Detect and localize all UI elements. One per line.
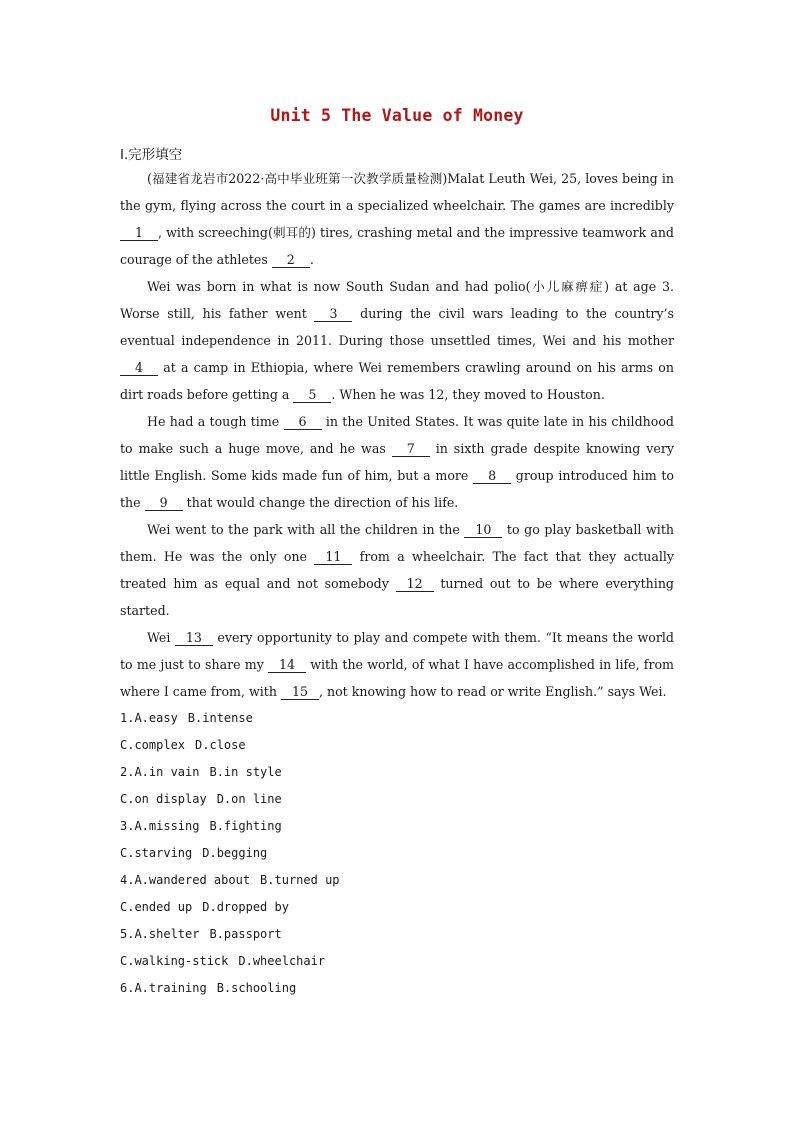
answer-option[interactable]: 5.A.shelter: [120, 927, 200, 941]
passage-text: turned out to be where everything started.: [120, 576, 674, 618]
question-option-line: [120, 813, 674, 840]
answer-blank[interactable]: 5: [293, 387, 331, 403]
answer-blank[interactable]: 11: [314, 549, 352, 565]
question-option-line: [120, 786, 674, 813]
question-option-line: [120, 759, 674, 786]
passage-text: that would change the direction of his life.: [182, 495, 459, 510]
answer-blank[interactable]: 13: [175, 630, 213, 646]
passage-text: (福建省龙岩市2022·高中毕业班第一次教学质量检测)Malat Leuth Wei, 25, loves being in the gym, flying across the court in a specialized wheelchair. The games are incredibly: [120, 171, 674, 213]
answer-option[interactable]: B.passport: [209, 927, 282, 941]
page-title: Unit 5 The Value of Money: [270, 106, 524, 125]
answer-option[interactable]: 2.A.in vain: [120, 765, 200, 779]
passage-text: He had a tough time: [147, 414, 284, 429]
section-label: Ⅰ.完形填空: [120, 147, 183, 163]
passage-text: in the United States. It was quite late in his childhood to make such a huge move, and he was: [120, 414, 674, 456]
passage-text: . When he was 12, they moved to Houston.: [331, 387, 605, 402]
answer-option[interactable]: D.dropped by: [202, 900, 289, 914]
answer-option[interactable]: B.schooling: [216, 981, 297, 995]
answer-option[interactable]: C.starving: [120, 846, 193, 860]
passage-text: to go play basketball with them. He was the only one: [120, 522, 674, 564]
answer-option[interactable]: C.on display: [120, 792, 207, 806]
passage-text: Wei went to the park with all the children in the: [147, 522, 465, 537]
answer-blank[interactable]: 2: [272, 252, 310, 268]
answer-option[interactable]: 6.A.training: [120, 981, 207, 995]
passage-text: during the civil wars leading to the country’s eventual independence in 2011. During those unsettled times, Wei and his mother: [120, 306, 674, 348]
answer-option[interactable]: B.turned up: [260, 873, 340, 887]
question-option-line: [120, 840, 674, 867]
paragraph: [120, 273, 674, 408]
passage-text: Wei was born in what is now South Sudan and had polio(小儿麻痹症) at age 3. Worse still, his father went: [120, 279, 674, 321]
answer-option[interactable]: C.ended up: [120, 900, 193, 914]
answer-blank[interactable]: 14: [268, 657, 306, 673]
question-option-line: [120, 975, 674, 1002]
answer-option[interactable]: D.wheelchair: [238, 954, 326, 968]
question-list: [120, 705, 674, 1002]
answer-option[interactable]: 1.A.easy: [120, 711, 178, 725]
passage-text: .: [309, 252, 314, 267]
answer-blank[interactable]: 12: [396, 576, 434, 592]
question-option-line: [120, 705, 674, 732]
answer-blank[interactable]: 6: [284, 414, 322, 430]
passage: [120, 165, 674, 705]
answer-option[interactable]: B.fighting: [209, 819, 282, 833]
answer-option[interactable]: B.intense: [187, 711, 253, 725]
passage-text: at a camp in Ethiopia, where Wei remembers crawling around on his arms on dirt roads before getting a: [120, 360, 674, 402]
question-option-line: [120, 921, 674, 948]
answer-blank[interactable]: 1: [120, 225, 158, 241]
passage-text: , not knowing how to read or write English.” says Wei.: [318, 684, 667, 699]
question-option-line: [120, 948, 674, 975]
answer-option[interactable]: B.in style: [209, 765, 282, 779]
passage-text: Wei: [147, 630, 175, 645]
passage-text: with the world, of what I have accomplished in life, from where I came from, with: [120, 657, 674, 699]
answer-option[interactable]: D.begging: [202, 846, 268, 860]
answer-blank[interactable]: 3: [314, 306, 352, 322]
paragraph: [120, 516, 674, 624]
question-option-line: [120, 894, 674, 921]
paragraph: [120, 408, 674, 516]
answer-option[interactable]: D.close: [195, 738, 246, 752]
question-option-line: [120, 867, 674, 894]
paragraph: [120, 165, 674, 273]
answer-blank[interactable]: 15: [281, 684, 319, 700]
question-option-line: [120, 732, 674, 759]
answer-blank[interactable]: 7: [392, 441, 430, 457]
answer-option[interactable]: D.on line: [216, 792, 282, 806]
answer-option[interactable]: 3.A.missing: [120, 819, 200, 833]
passage-text: every opportunity to play and compete with them. “It means the world to me just to share my: [120, 630, 674, 672]
answer-blank[interactable]: 9: [145, 495, 183, 511]
answer-option[interactable]: C.walking-stick: [120, 954, 229, 968]
passage-text: , with screeching(刺耳的) tires, crashing metal and the impressive teamwork and courage of the athletes: [120, 225, 674, 267]
answer-blank[interactable]: 10: [464, 522, 502, 538]
answer-blank[interactable]: 4: [120, 360, 158, 376]
passage-text: in sixth grade despite knowing very little English. Some kids made fun of him, but a more: [120, 441, 675, 483]
content: [120, 165, 674, 1002]
passage-text: group introduced him to the: [120, 468, 674, 510]
answer-option[interactable]: C.complex: [120, 738, 186, 752]
answer-option[interactable]: 4.A.wandered about: [120, 873, 251, 887]
answer-blank[interactable]: 8: [473, 468, 511, 484]
paragraph: [120, 624, 674, 705]
passage-text: from a wheelchair. The fact that they actually treated him as equal and not somebody: [120, 549, 674, 591]
